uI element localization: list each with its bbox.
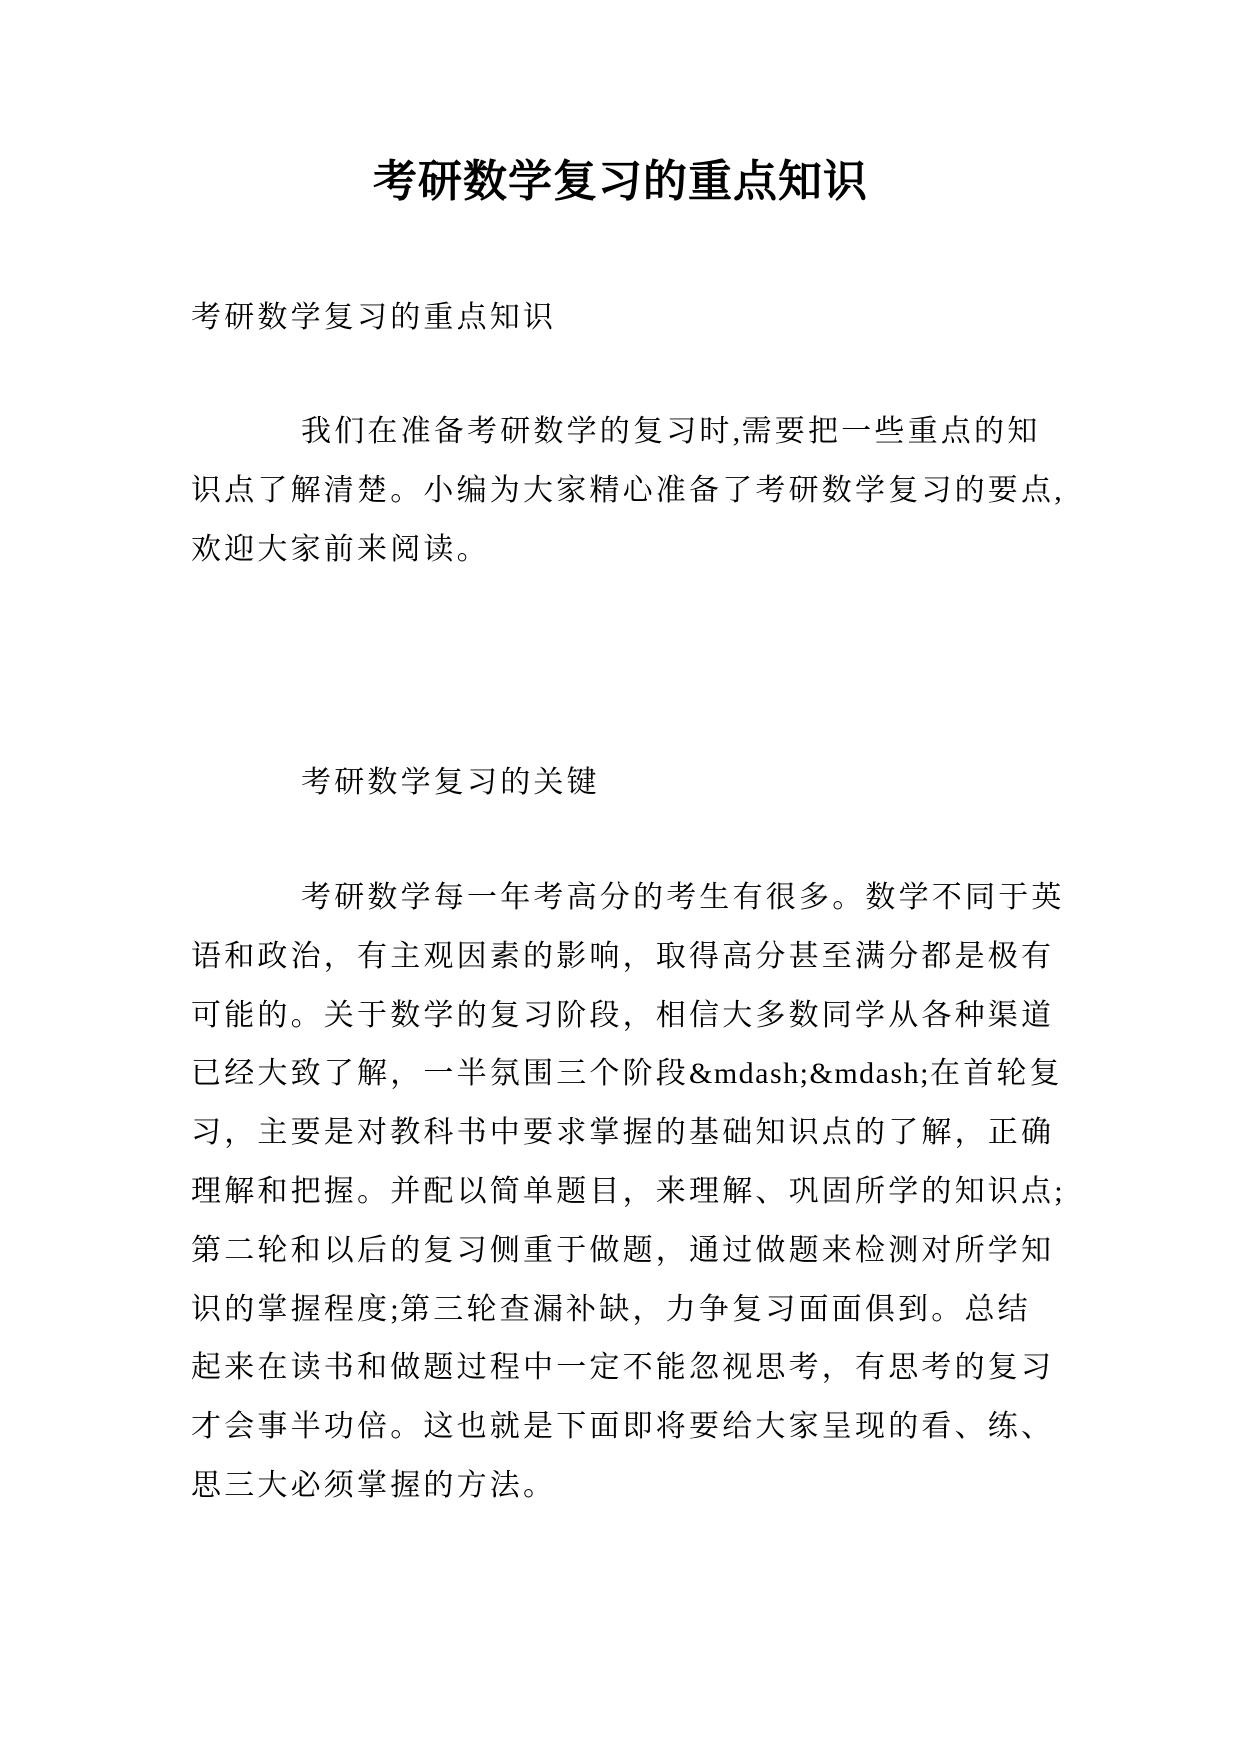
- paragraph-line: 识点了解清楚。小编为大家精心准备了考研数学复习的要点,: [191, 473, 1064, 507]
- paragraph-line: 第二轮和以后的复习侧重于做题，通过做题来检测对所学知: [191, 1233, 1055, 1267]
- paragraph-line: 习，主要是对教科书中要求掌握的基础知识点的了解，正确: [191, 1116, 1055, 1150]
- latin-text-run: ,: [1054, 473, 1064, 507]
- latin-text-run: ;: [390, 1292, 401, 1326]
- paragraph-line: 理解和把握。并配以简单题目，来理解、巩固所学的知识点;: [191, 1174, 1065, 1208]
- document-title: 考研数学复习的重点知识: [373, 156, 868, 207]
- paragraph-line: 思三大必须掌握的方法。: [191, 1468, 557, 1502]
- latin-text-run: &mdash;&mdash;: [689, 1057, 930, 1091]
- paragraph-line: 已经大致了解，一半氛围三个阶段&mdash;&mdash;在首轮复: [191, 1057, 1063, 1091]
- paragraph-line: 才会事半功倍。这也就是下面即将要给大家呈现的看、练、: [191, 1410, 1055, 1444]
- paragraph-line: 语和政治，有主观因素的影响，取得高分甚至满分都是极有: [191, 939, 1055, 973]
- paragraph-line: 可能的。关于数学的复习阶段，相信大多数同学从各种渠道: [191, 998, 1055, 1032]
- paragraph-line: 起来在读书和做题过程中一定不能忽视思考，有思考的复习: [191, 1351, 1055, 1385]
- section-heading: 考研数学复习的关键: [301, 766, 600, 799]
- paragraph-line: 欢迎大家前来阅读。: [191, 532, 490, 566]
- latin-text-run: ,: [732, 415, 742, 448]
- section-paragraph: [191, 869, 1065, 1516]
- intro-paragraph: [191, 403, 1064, 579]
- latin-text-run: ;: [1054, 1174, 1065, 1208]
- paragraph-line: 识的掌握程度;第三轮查漏补缺，力争复习面面俱到。总结: [191, 1292, 1031, 1326]
- paragraph-line: 考研数学每一年考高分的考生有很多。数学不同于英: [301, 881, 1065, 914]
- paragraph-line: 我们在准备考研数学的复习时,需要把一些重点的知: [301, 415, 1041, 448]
- document-subtitle: 考研数学复习的重点知识: [191, 301, 557, 334]
